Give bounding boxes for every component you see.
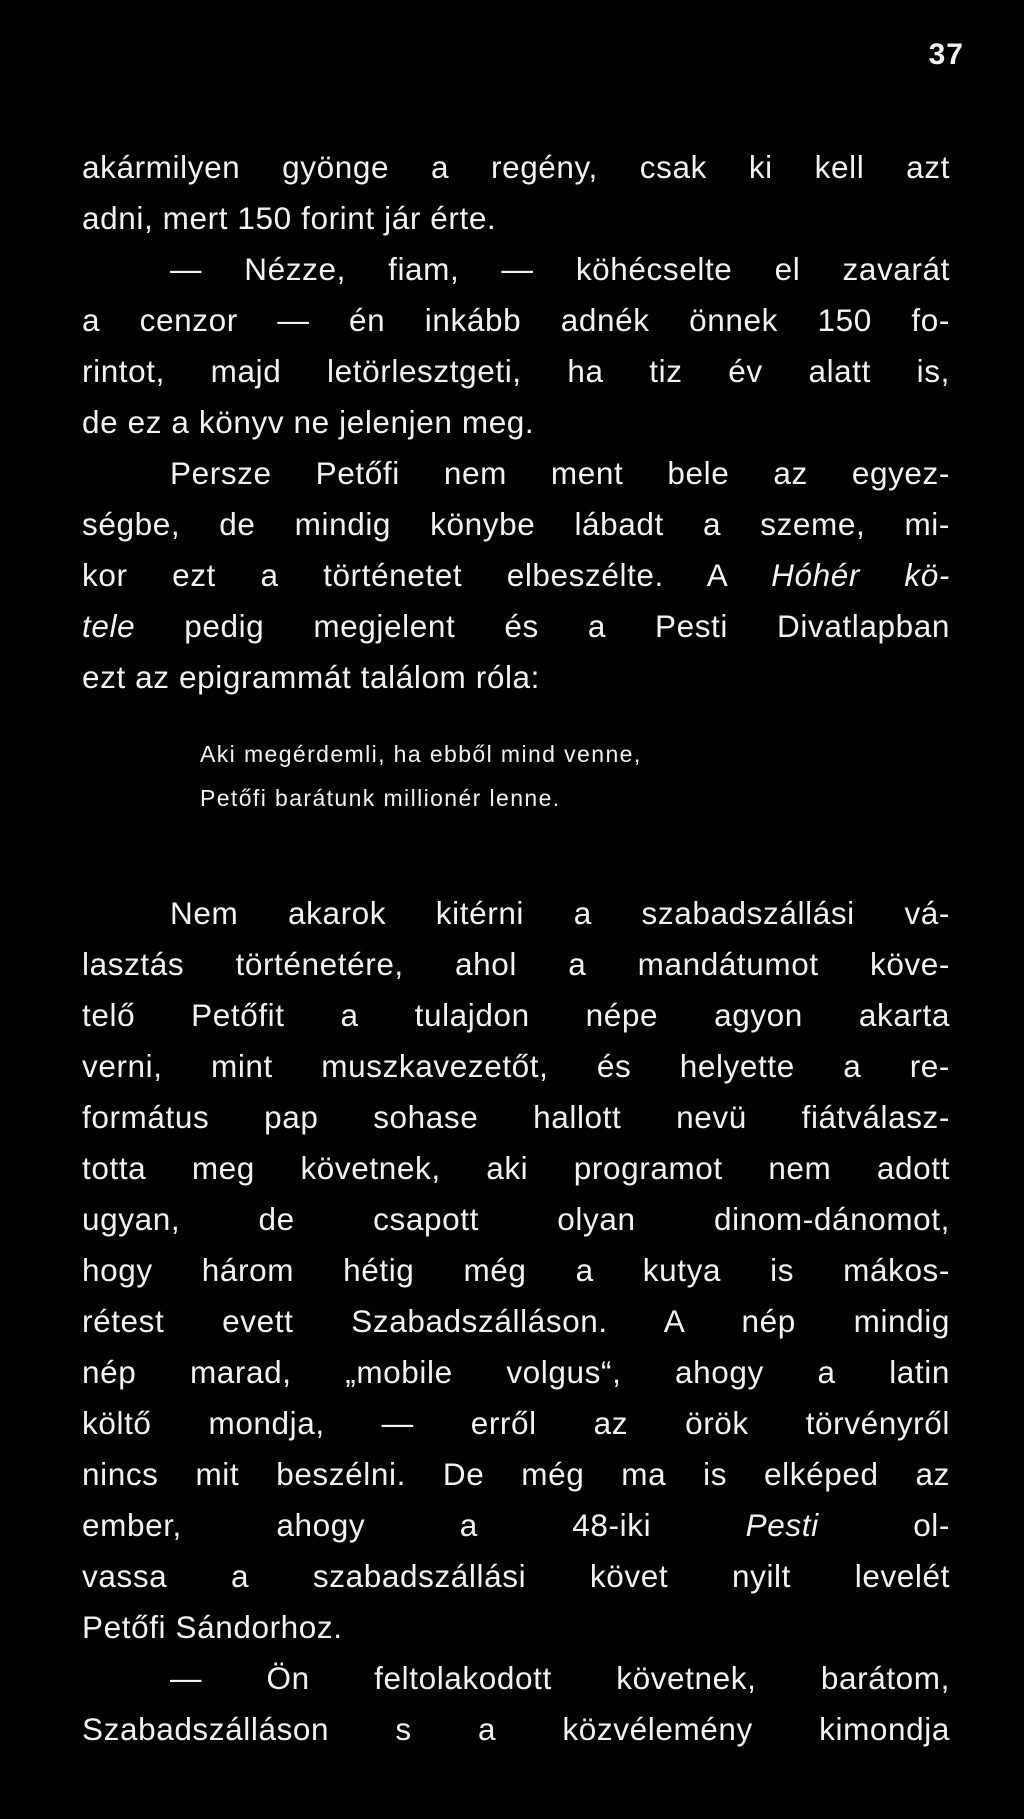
line-text: a cenzor — én inkább adnék önnek 150 fo- — [82, 302, 950, 338]
line-text: ember, ahogy a 48-iki — [82, 1507, 746, 1543]
text-line — [82, 550, 950, 601]
text-line — [82, 1551, 950, 1602]
text-line — [82, 652, 950, 703]
text-line — [82, 1245, 950, 1296]
text-line — [82, 1653, 950, 1704]
italic-title: tele — [82, 608, 136, 644]
line-text: költő mondja, — erről az örök törvényről — [82, 1405, 950, 1441]
line-text: adni, mert 150 forint jár érte. — [82, 200, 497, 236]
text-line — [82, 1704, 950, 1755]
line-text: Szabadszálláson s a közvélemény kimondja — [82, 1711, 950, 1747]
poem-line: Aki megérdemli, ha ebből mind venne, — [200, 741, 642, 767]
text-line — [82, 990, 950, 1041]
line-text: Nem akarok kitérni a szabadszállási vá- — [170, 895, 950, 931]
text-line — [82, 888, 950, 939]
paragraph-block-bottom — [82, 888, 950, 1755]
line-text: lasztás történetére, ahol a mandátumot köve- — [82, 946, 950, 982]
line-text: hogy három hétig még a kutya is mákos- — [82, 1252, 950, 1288]
text-line — [82, 1398, 950, 1449]
text-line — [82, 1347, 950, 1398]
text-line — [82, 142, 950, 193]
line-text: akármilyen gyönge a regény, csak ki kell azt — [82, 149, 950, 185]
line-text: Petőfi Sándorhoz. — [82, 1609, 343, 1645]
line-text: verni, mint muszkavezetőt, és helyette a re- — [82, 1048, 950, 1084]
line-text: ugyan, de csapott olyan dinom-dánomot, — [82, 1201, 950, 1237]
text-line — [82, 1194, 950, 1245]
line-text: kor ezt a történetet elbeszélte. A — [82, 557, 772, 593]
text-line — [82, 448, 950, 499]
line-text: nincs mit beszélni. De még ma is elképed az — [82, 1456, 950, 1492]
line-text: Persze Petőfi nem ment bele az egyez- — [170, 455, 950, 491]
text-line — [82, 1296, 950, 1347]
line-text: pedig megjelent és a Pesti Divatlapban — [135, 608, 950, 644]
line-text: de ez a könyv ne jelenjen meg. — [82, 404, 535, 440]
text-line — [82, 1143, 950, 1194]
line-tail: ol- — [818, 1507, 950, 1543]
text-line — [82, 1602, 950, 1653]
text-line — [82, 346, 950, 397]
line-text: — Ön feltolakodott követnek, barátom, — [170, 1660, 950, 1696]
text-line — [82, 397, 950, 448]
text-line — [82, 1449, 950, 1500]
italic-title: Hóhér kö- — [771, 557, 950, 593]
text-line — [82, 244, 950, 295]
line-text: vassa a szabadszállási követ nyilt levelét — [82, 1558, 950, 1594]
line-text: rintot, majd letörlesztgeti, ha tiz év alatt is, — [82, 353, 950, 389]
line-text: nép marad, „mobile volgus“, ahogy a latin — [82, 1354, 950, 1390]
text-line — [82, 1092, 950, 1143]
text-line — [82, 1500, 950, 1551]
italic-title: Pesti — [745, 1507, 819, 1543]
text-line — [82, 295, 950, 346]
text-line — [82, 601, 950, 652]
text-line — [82, 1041, 950, 1092]
poem-line: Petőfi barátunk millionér lenne. — [200, 785, 561, 811]
line-text: totta meg követnek, aki programot nem adott — [82, 1150, 950, 1186]
text-line — [82, 193, 950, 244]
text-line — [82, 939, 950, 990]
line-text: rétest evett Szabadszálláson. A nép mindig — [82, 1303, 950, 1339]
line-text: ezt az epigrammát találom róla: — [82, 659, 541, 695]
text-line — [82, 499, 950, 550]
line-text: formátus pap sohase hallott nevü fiátválasz- — [82, 1099, 950, 1135]
page-number: 37 — [928, 38, 964, 71]
line-text: ségbe, de mindig könybe lábadt a szeme, mi- — [82, 506, 950, 542]
line-text: telő Petőfit a tulajdon népe agyon akarta — [82, 997, 950, 1033]
line-text: — Nézze, fiam, — köhécselte el zavarát — [170, 251, 950, 287]
paragraph-block-top — [82, 142, 950, 703]
epigram-poem — [200, 732, 642, 820]
